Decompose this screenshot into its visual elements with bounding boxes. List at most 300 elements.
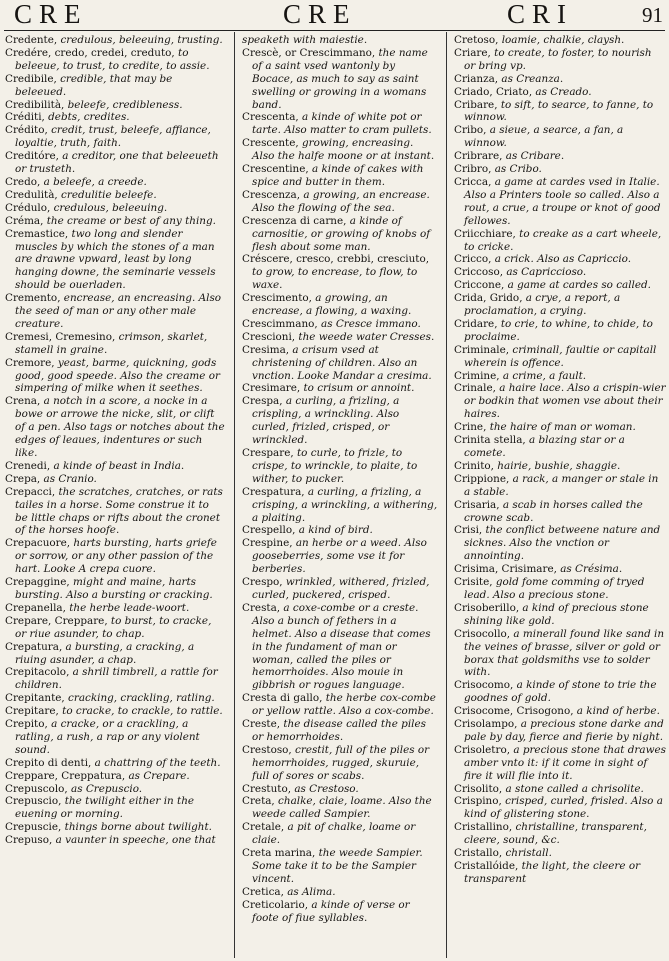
entry-definition: to creake as a cart wheele, to cricke. xyxy=(464,227,662,253)
entry-headword: Crinita stella, xyxy=(454,434,526,447)
entry-definition: cracking, crackling, ratling. xyxy=(64,692,215,705)
entry-headword: Crespa, xyxy=(242,395,283,408)
entry-headword: Creta, xyxy=(242,795,275,808)
entry-headword: Cremento, xyxy=(5,292,61,305)
dictionary-entry xyxy=(454,602,666,628)
entry-definition: to grow, to encrease, to flow, to waxe. xyxy=(252,266,418,292)
entry-definition: a growing, an encrease, a flowing, a waxing. xyxy=(252,292,412,318)
dictionary-entry xyxy=(5,111,225,124)
entry-headword: Crescimento, xyxy=(242,292,312,305)
dictionary-entry xyxy=(5,821,225,834)
dictionary-entry xyxy=(454,163,666,176)
entry-headword: Créditi, xyxy=(5,111,45,124)
entry-definition: a crisum vsed at christening of children. Also an vnction. Looke Mandar a cresima. xyxy=(252,343,432,382)
entry-headword: Cricca, xyxy=(454,175,492,188)
entry-definition: a vaunter in speeche, one that xyxy=(52,834,216,847)
entry-definition: a crime, a fault. xyxy=(499,369,587,382)
dictionary-entry xyxy=(5,124,225,150)
entry-definition: as Crésima. xyxy=(556,563,623,576)
entry-definition: an herbe or a weed. Also gooseberries, some vse it for berberies. xyxy=(252,537,427,576)
dictionary-entry xyxy=(5,150,225,176)
entry-definition: crimson, skarlet, stamell in graine. xyxy=(15,330,208,356)
dictionary-entry xyxy=(242,47,439,112)
dictionary-entry xyxy=(454,576,666,602)
dictionary-entry xyxy=(454,382,666,421)
dictionary-entry xyxy=(454,821,666,847)
dictionary-entry xyxy=(242,137,439,163)
entry-headword: Cretica, xyxy=(242,885,284,898)
entry-headword: Crenedi, xyxy=(5,459,51,472)
entry-definition: a kind of precious stone shining like gold. xyxy=(464,601,649,627)
entry-definition: a notch in a score, a nocke in a bowe or arrowe the nicke, slit, or clift of a pen. Also tags or notches about the edges of leaues, indentures or such like. xyxy=(15,395,225,459)
entry-definition: christall. xyxy=(502,847,552,860)
dictionary-entry xyxy=(5,770,225,783)
entry-headword: Criicchiare, xyxy=(454,227,516,240)
dictionary-entry xyxy=(454,34,666,47)
entry-headword: Crisi, xyxy=(454,524,483,537)
entry-definition: a curling, a frizling, a crisping, a wrinckling, a withering, a plaiting. xyxy=(252,485,438,524)
entry-headword: Creste, xyxy=(242,718,281,731)
dictionary-entry xyxy=(454,628,666,680)
entry-headword: Creditóre, xyxy=(5,150,59,163)
entry-headword: Crisima, Crisimare, xyxy=(454,563,557,576)
dictionary-entry xyxy=(242,111,439,137)
running-head-center: CRE xyxy=(283,0,357,29)
dictionary-entry xyxy=(454,318,666,344)
dictionary-entry xyxy=(5,641,225,667)
entry-headword: Cribro, xyxy=(454,163,492,176)
dictionary-entry xyxy=(5,228,225,293)
dictionary-entry xyxy=(5,202,225,215)
dictionary-entry xyxy=(242,344,439,383)
dictionary-entry xyxy=(454,744,666,783)
entry-headword: Creticolario, xyxy=(242,898,309,911)
entry-definition: the weede Sampier. Some take it to be the Sampier vincent. xyxy=(252,847,423,885)
dictionary-entry xyxy=(5,34,225,47)
entry-definition: a blazing star or a comete. xyxy=(464,434,625,459)
dictionary-entry xyxy=(5,537,225,576)
entry-definition: harts bursting, harts griefe or sorrow, or any other passion of the hart. Looke A crepa cuore. xyxy=(15,537,217,576)
entry-headword: Crisocomo, xyxy=(454,679,514,692)
dictionary-entry xyxy=(5,718,225,757)
dictionary-column-2 xyxy=(242,34,439,959)
dictionary-entry xyxy=(454,124,666,150)
entry-definition: a crick. Also as Capriccio. xyxy=(491,253,632,266)
entry-headword: Cretale, xyxy=(242,821,285,834)
entry-definition: the conflict betweene nature and sicknes. Also the vnction or annointing. xyxy=(464,524,661,563)
entry-headword: Crescenza di carne, xyxy=(242,214,347,227)
entry-definition: gold fome comming of tryed lead. Also a precious stone. xyxy=(464,576,645,601)
entry-definition: a coxe-combe or a creste. Also a bunch of fethers in a helmet. Also a disease that comes in the fundament of man or woman, called the piles or hemorrhoides. Also mouie in gibbrish or rogues language. xyxy=(252,601,431,692)
entry-definition: the name of a saint vsed wantonly by Bocace, as much to say as saint swelling or growing in a womans band. xyxy=(252,46,428,111)
entry-definition: credulitie beleefe. xyxy=(57,188,157,201)
entry-definition: a kinde of carnositie, or growing of knobs of flesh about some man. xyxy=(252,214,431,253)
entry-definition: a sieue, a searce, a fan, a winnow. xyxy=(464,124,624,150)
entry-definition: the light, the cleere or transparent xyxy=(464,860,641,885)
entry-definition: a chattring of the teeth. xyxy=(91,756,221,769)
entry-headword: Cremore, xyxy=(5,356,55,369)
entry-definition: encrease, an encreasing. Also the seed of man or any other male creature. xyxy=(15,292,222,330)
entry-headword: Crédulo, xyxy=(5,201,51,214)
entry-headword: Crepuscie, xyxy=(5,821,62,834)
dictionary-entry xyxy=(5,757,225,770)
entry-definition: a game at cardes vsed in Italie. Also a Printers toole so called. Also a rout, a crue, a troupe or knot of good fellowes. xyxy=(464,175,661,227)
entry-definition: might and maine, harts bursting. Also a bursting or cracking. xyxy=(15,576,213,601)
entry-definition: a beleefe, a creede. xyxy=(40,175,147,188)
entry-headword: Crespine, xyxy=(242,537,293,550)
running-head-right: CRI xyxy=(507,0,574,29)
entry-definition: to curle, to frizle, to crispe, to wrinckle, to plaite, to wither, to pucker. xyxy=(252,447,418,485)
dictionary-entry xyxy=(454,473,666,499)
dictionary-entry xyxy=(242,447,439,486)
entry-definition: a game at cardes so called. xyxy=(504,279,651,292)
entry-headword: Crescioni, xyxy=(242,330,296,343)
entry-definition: a stone called a chrisolite. xyxy=(502,782,644,795)
entry-headword: Cresima, xyxy=(242,343,290,356)
dictionary-entry xyxy=(242,576,439,602)
entry-definition: two long and slender muscles by which the stones of a man are drawne vpward, least by long hanging downe, the seminarie vessels should be ouerladen. xyxy=(15,227,216,292)
entry-headword: Crepaggine, xyxy=(5,576,70,589)
dictionary-entry xyxy=(242,163,439,189)
dictionary-entry xyxy=(5,834,225,847)
dictionary-entry xyxy=(454,150,666,163)
dictionary-entry xyxy=(454,524,666,563)
dictionary-entry xyxy=(5,795,225,821)
dictionary-entry xyxy=(5,395,225,460)
entry-headword: Crepanella, xyxy=(5,601,66,614)
entry-headword: Crédito, xyxy=(5,124,48,137)
entry-definition: a bursting, a cracking, a riuing asunder, a chap. xyxy=(15,640,195,666)
entry-headword: Crisaria, xyxy=(454,498,500,511)
entry-headword: Credibilità, xyxy=(5,98,65,111)
dictionary-entry xyxy=(5,783,225,796)
dictionary-entry xyxy=(5,47,225,73)
page-number: 91 xyxy=(642,3,663,27)
entry-definition: a pit of chalke, loame or claie. xyxy=(252,821,416,847)
entry-headword: Crescè, or Crescimmano, xyxy=(242,46,376,59)
entry-definition: a kinde of verse or foote of fiue syllables. xyxy=(252,898,410,924)
entry-definition: the scratches, cratches, or rats tailes in a horse. Some construe it to be little chaps or rifts about the cronet of the horses hoofe. xyxy=(15,485,223,537)
entry-headword: Criare, xyxy=(454,46,491,59)
entry-headword: Crispino, xyxy=(454,795,502,808)
entry-headword: Crepitante, xyxy=(5,692,65,705)
entry-definition: a cracke, or a crackling, a ratling, a rush, a rap or any violent sound. xyxy=(15,718,200,756)
entry-definition: a kind of bird. xyxy=(295,524,373,537)
entry-definition: a kinde of cakes with spice and butter in them. xyxy=(252,163,424,188)
entry-headword: Crida, Grido, xyxy=(454,292,523,305)
entry-definition: a scab in horses called the crowne scab. xyxy=(464,498,643,524)
dictionary-entry xyxy=(454,86,666,99)
entry-definition: the herbe leade-woort. xyxy=(65,601,190,614)
entry-headword: Crisocome, Crisogono, xyxy=(454,705,574,718)
entry-headword: Crescentine, xyxy=(242,163,309,176)
dictionary-entry xyxy=(454,460,666,473)
dictionary-entry xyxy=(242,318,439,331)
entry-headword: Crimine, xyxy=(454,369,500,382)
dictionary-entry xyxy=(242,292,439,318)
entry-headword: Crepuso, xyxy=(5,834,53,847)
entry-headword: Credére, credo, credei, creduto, xyxy=(5,46,175,59)
entry-headword: Créma, xyxy=(5,214,44,227)
entry-headword: Crescimmano, xyxy=(242,317,318,330)
entry-definition: the weede water Cresses. xyxy=(295,330,435,343)
dictionary-entry xyxy=(454,370,666,383)
dictionary-entry xyxy=(454,499,666,525)
dictionary-entry xyxy=(242,795,439,821)
dictionary-entry xyxy=(5,692,225,705)
entry-definition: as Cribo. xyxy=(491,163,542,176)
entry-definition: a kinde of stone to trie the goodnes of gold. xyxy=(464,679,657,705)
dictionary-entry xyxy=(454,228,666,254)
dictionary-entry xyxy=(5,292,225,331)
entry-headword: Crisolito, xyxy=(454,782,503,795)
dictionary-entry xyxy=(454,795,666,821)
dictionary-entry xyxy=(454,292,666,318)
entry-headword: Crespo, xyxy=(242,576,283,589)
entry-definition: as Crestoso. xyxy=(291,782,359,795)
running-head-left: CRE xyxy=(14,0,88,29)
entry-definition: to sift, to searce, to fanne, to winnow. xyxy=(464,98,654,124)
dictionary-entry xyxy=(5,331,225,357)
entry-headword: Cridare, xyxy=(454,317,498,330)
dictionary-entry xyxy=(242,537,439,576)
dictionary-entry xyxy=(5,615,225,641)
dictionary-entry xyxy=(242,886,439,899)
dictionary-entry xyxy=(5,576,225,602)
entry-definition: a growing, an encrease. Also the flowing of the sea. xyxy=(252,188,430,214)
entry-definition: the creame or best of any thing. xyxy=(43,214,216,227)
entry-headword: Crine, xyxy=(454,421,487,434)
entry-headword: Crepare, Creppare, xyxy=(5,614,108,627)
entry-headword: Cribare, xyxy=(454,98,498,111)
entry-headword: Crepito di denti, xyxy=(5,756,92,769)
entry-headword: Crepito, xyxy=(5,718,48,731)
dictionary-entry xyxy=(242,215,439,254)
entry-definition: as Cribare. xyxy=(502,150,565,163)
entry-headword: Cribrare, xyxy=(454,150,503,163)
entry-headword: Cristallino, xyxy=(454,821,513,834)
entry-definition: a precious stone that drawes amber vnto it: if it come in sight of fire it will flie into it. xyxy=(464,743,666,782)
dictionary-entry xyxy=(454,705,666,718)
entry-definition: a rack, a manger or stale in a stable. xyxy=(464,472,659,498)
entry-definition: christalline, transparent, cleere, sound, &c. xyxy=(464,821,647,847)
entry-headword: Crisoletro, xyxy=(454,743,511,756)
entry-definition: as Creado. xyxy=(532,85,592,98)
entry-definition: things borne about twilight. xyxy=(61,821,212,834)
entry-definition: growing, encreasing. Also the halfe moone or at instant. xyxy=(252,137,435,163)
entry-headword: Crescente, xyxy=(242,137,299,150)
entry-definition: to beleeue, to trust, to credite, to assie. xyxy=(15,46,210,72)
dictionary-entry xyxy=(454,47,666,73)
dictionary-entry xyxy=(242,253,439,292)
entry-headword: Crepuscio, xyxy=(5,795,62,808)
dictionary-entry xyxy=(242,34,439,47)
entry-definition: to crie, to whine, to chide, to proclaime. xyxy=(464,317,653,343)
entry-headword: Crisoberillo, xyxy=(454,601,520,614)
dictionary-entry xyxy=(5,215,225,228)
entry-definition: a curling, a frizling, a crispling, a wrinckling. Also curled, frizled, crisped, or wrinckled. xyxy=(252,395,400,447)
dictionary-entry xyxy=(242,847,439,886)
entry-headword: Cristallóide, xyxy=(454,860,519,872)
dictionary-entry xyxy=(454,783,666,796)
entry-headword: Credente, xyxy=(5,34,58,46)
entry-headword: Crestoso, xyxy=(242,743,292,756)
entry-headword: Crippione, xyxy=(454,472,510,485)
dictionary-entry xyxy=(242,524,439,537)
dictionary-entry xyxy=(454,563,666,576)
entry-headword: Crepacci, xyxy=(5,485,56,498)
entry-headword: Crescenza, xyxy=(242,188,301,201)
entry-headword: Crepacuore, xyxy=(5,537,71,550)
entry-headword: Crespatura, xyxy=(242,485,305,498)
entry-definition: credible, that may be beleeued. xyxy=(15,72,173,98)
entry-headword: Cresta di gallo, xyxy=(242,692,323,705)
entry-headword: Créscere, cresco, crebbi, cresciuto, xyxy=(242,253,430,266)
dictionary-entry xyxy=(5,357,225,396)
entry-definition: hairie, bushie, shaggie. xyxy=(494,459,621,472)
entry-definition: to cracke, to crackle, to rattle. xyxy=(58,705,223,718)
entry-definition: to create, to foster, to nourish or bring vp. xyxy=(464,46,652,72)
entry-definition: as Cresce immano. xyxy=(317,317,421,330)
entry-definition: to burst, to cracke, or riue asunder, to chap. xyxy=(15,614,212,640)
dictionary-entry xyxy=(242,783,439,796)
dictionary-entry xyxy=(242,744,439,783)
entry-definition: as Alima. xyxy=(283,885,336,898)
entry-definition: criminall, faultie or capitall wherein is offence. xyxy=(464,343,657,369)
entry-definition: a minerall found like sand in the veines of brasse, silver or gold or borax that goldsmiths vse to solder with. xyxy=(464,627,665,679)
entry-definition: credulous, beleeuing, trusting. xyxy=(57,34,223,46)
dictionary-entry xyxy=(242,189,439,215)
entry-headword: Cresimare, xyxy=(242,382,301,395)
dictionary-entry xyxy=(454,176,666,228)
entry-headword: Crespello, xyxy=(242,524,296,537)
entry-definition: yeast, barme, quickning, gods good, good speede. Also the creame or simpering of milke when it seethes. xyxy=(15,356,220,395)
dictionary-entry xyxy=(5,705,225,718)
entry-definition: as Crepuscio. xyxy=(67,782,143,795)
entry-headword: Cremesi, Cremesino, xyxy=(5,330,116,343)
entry-definition: a creditor, one that beleeueth or trusteth. xyxy=(15,150,219,176)
entry-definition: a kinde of beast in India. xyxy=(50,459,185,472)
entry-headword: Creta marina, xyxy=(242,847,316,860)
entry-headword: Cremastice, xyxy=(5,227,69,240)
entry-headword: Cristallo, xyxy=(454,847,503,860)
dictionary-entry xyxy=(454,344,666,370)
entry-definition: a shrill timbrell, a rattle for children. xyxy=(15,666,218,692)
dictionary-column-1 xyxy=(5,34,225,959)
dictionary-entry xyxy=(242,899,439,925)
dictionary-entry xyxy=(242,602,439,692)
entry-headword: Criccone, xyxy=(454,279,505,292)
entry-definition: credulous, beleeuing. xyxy=(50,201,168,214)
entry-headword: Criccoso, xyxy=(454,266,504,279)
dictionary-entry xyxy=(242,486,439,525)
entry-definition: speaketh with maiestie. xyxy=(242,34,368,46)
entry-headword: Criado, Criato, xyxy=(454,85,533,98)
entry-definition: beleefe, credibleness. xyxy=(64,98,183,111)
entry-headword: Crescenta, xyxy=(242,111,299,124)
dictionary-entry xyxy=(242,395,439,447)
entry-headword: Crepitare, xyxy=(5,705,59,718)
entry-headword: Crianza, xyxy=(454,72,499,85)
dictionary-entry xyxy=(454,421,666,434)
dictionary-entry xyxy=(454,679,666,705)
entry-definition: credit, trust, beleefe, affiance, loyaltie, truth, faith. xyxy=(15,124,211,150)
entry-definition: to crisum or annoint. xyxy=(300,382,415,395)
entry-definition: as Creanza. xyxy=(498,72,564,85)
dictionary-entry xyxy=(454,434,666,460)
entry-headword: Crespare, xyxy=(242,447,294,459)
dictionary-column-3 xyxy=(454,34,666,959)
column-divider xyxy=(234,32,235,958)
dictionary-entry xyxy=(5,176,225,189)
dictionary-entry xyxy=(242,718,439,744)
entry-headword: Crinale, xyxy=(454,382,496,395)
entry-definition: the disease called the piles or hemorrhoides. xyxy=(252,718,426,743)
entry-definition: a crye, a report, a proclamation, a crying. xyxy=(464,292,621,318)
entry-definition: a haire lace. Also a crispin-wier or bodkin that women vse about their haires. xyxy=(464,382,666,421)
entry-definition: chalke, claie, loame. Also the weede called Sampier. xyxy=(252,795,432,821)
dictionary-entry xyxy=(5,602,225,615)
entry-definition: debts, credites. xyxy=(44,111,130,124)
entry-definition: a kind of herbe. xyxy=(573,705,660,718)
entry-definition: the twilight either in the euening or morning. xyxy=(15,795,195,821)
entry-headword: Crena, xyxy=(5,395,41,408)
entry-headword: Credulità, xyxy=(5,188,58,201)
entry-definition: as Crepare. xyxy=(125,769,190,782)
entry-headword: Crinito, xyxy=(454,459,494,472)
dictionary-entry xyxy=(5,73,225,99)
entry-definition: the haire of man or woman. xyxy=(486,421,636,434)
entry-headword: Credibile, xyxy=(5,72,57,85)
entry-definition: loamie, chalkie, claysh. xyxy=(498,34,625,46)
entry-headword: Crisolampo, xyxy=(454,718,518,731)
entry-headword: Cretoso, xyxy=(454,34,499,46)
dictionary-entry xyxy=(5,460,225,473)
dictionary-entry xyxy=(242,821,439,847)
entry-headword: Cribo, xyxy=(454,124,487,137)
dictionary-entry xyxy=(454,266,666,279)
running-head xyxy=(0,0,669,28)
dictionary-entry xyxy=(454,279,666,292)
dictionary-entry xyxy=(5,99,225,112)
dictionary-entry xyxy=(454,99,666,125)
dictionary-entry xyxy=(242,331,439,344)
entry-headword: Crisocollo, xyxy=(454,627,511,640)
dictionary-entry xyxy=(454,73,666,86)
entry-headword: Cricco, xyxy=(454,253,492,266)
entry-headword: Credo, xyxy=(5,175,41,188)
dictionary-entry xyxy=(5,486,225,538)
dictionary-entry xyxy=(454,253,666,266)
dictionary-entry xyxy=(5,189,225,202)
entry-headword: Crepuscolo, xyxy=(5,782,68,795)
dictionary-entry xyxy=(242,382,439,395)
dictionary-entry xyxy=(454,847,666,860)
header-rule xyxy=(4,30,665,31)
entry-definition: a precious stone darke and pale by day, fierce and fierie by night. xyxy=(464,718,664,743)
entry-definition: as Cranio. xyxy=(40,472,97,485)
entry-definition: the herbe cox-combe or yellow rattle. Also a cox-combe. xyxy=(252,692,436,718)
dictionary-entry xyxy=(5,473,225,486)
entry-headword: Crisite, xyxy=(454,576,493,589)
entry-headword: Cresta, xyxy=(242,601,281,614)
entry-headword: Crepitacolo, xyxy=(5,666,70,679)
dictionary-entry xyxy=(454,860,666,886)
dictionary-entry xyxy=(242,692,439,718)
column-divider xyxy=(446,32,447,958)
entry-definition: as Capriccioso. xyxy=(503,266,587,279)
entry-definition: crestit, full of the piles or hemorrhoides, rugged, skuruie, full of sores or scabs. xyxy=(252,743,430,782)
